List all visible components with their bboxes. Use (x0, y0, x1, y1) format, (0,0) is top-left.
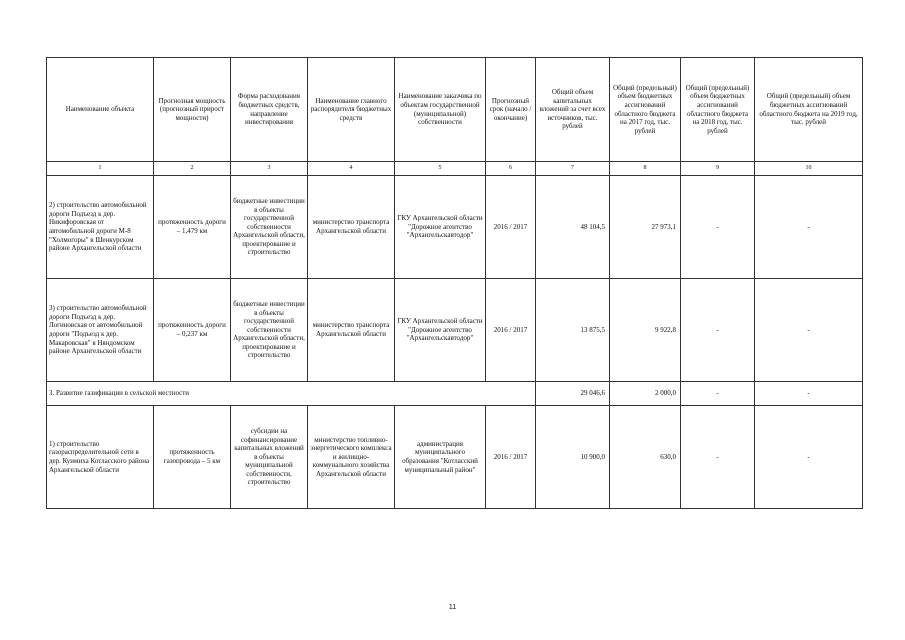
capacity: протяженность дороги – 0,237 км (154, 279, 231, 382)
customer: администрация муниципального образования "Котласский муниципальный район" (395, 406, 486, 509)
column-number: 6 (486, 162, 536, 176)
budget-manager: министерство транспорта Архангельской области (308, 279, 395, 382)
column-number: 5 (395, 162, 486, 176)
budget-manager: министерство транспорта Архангельской области (308, 176, 395, 279)
term: 2016 / 2017 (486, 176, 536, 279)
amount-2017: 630,0 (610, 406, 681, 509)
section-row (47, 382, 863, 406)
column-number: 8 (610, 162, 681, 176)
investment-table (46, 57, 863, 509)
column-number: 7 (536, 162, 610, 176)
header-row (47, 58, 863, 162)
customer: ГКУ Архангельской области "Дорожное агентство "Архангельскавтодор" (395, 176, 486, 279)
table-row (47, 279, 863, 382)
header-cell: Прогнозный срок (начало / окончание) (486, 58, 536, 162)
table-row (47, 406, 863, 509)
column-number: 10 (755, 162, 863, 176)
amount-2018: - (681, 279, 755, 382)
header-cell: Общий (предельный) объем бюджетных ассигнований областного бюджета на 2018 год, тыс. рублей (681, 58, 755, 162)
amount-2017: 27 973,1 (610, 176, 681, 279)
section-title: 3. Развитие газификации в сельской местности (47, 382, 536, 406)
capacity: протяженность газопровода – 5 км (154, 406, 231, 509)
column-number: 1 (47, 162, 154, 176)
column-number: 4 (308, 162, 395, 176)
object-name: 2) строительство автомобильной дороги Подъезд к дер. Никифоровская от автомобильной дороги М-8 "Холмогоры" в Шенкурском районе Архангельской области (47, 176, 154, 279)
customer: ГКУ Архангельской области "Дорожное агентство "Архангельскавтодор" (395, 279, 486, 382)
capacity: протяженность дороги – 1,479 км (154, 176, 231, 279)
header-cell: Наименование объекта (47, 58, 154, 162)
column-number: 3 (231, 162, 308, 176)
amount-2017: 9 922,8 (610, 279, 681, 382)
amount-2018: - (681, 406, 755, 509)
amount-2019: - (755, 279, 863, 382)
spending-form: субсидии на софинансирование капитальных вложений в объекты муниципальной собственности, строительство (231, 406, 308, 509)
page-number: 11 (448, 604, 457, 611)
header-cell: Общий объем капитальных вложений за счет всех источников, тыс. рублей (536, 58, 610, 162)
total-amount: 48 104,5 (536, 176, 610, 279)
amount-2018: - (681, 176, 755, 279)
object-name: 1) строительство газораспределительной сети в дер. Куимиха Котласского района Архангельской области (47, 406, 154, 509)
total-amount: 13 875,5 (536, 279, 610, 382)
term: 2016 / 2017 (486, 279, 536, 382)
header-cell: Общий (предельный) объем бюджетных ассигнований областного бюджета на 2017 год, тыс. рублей (610, 58, 681, 162)
column-number: 2 (154, 162, 231, 176)
term: 2016 / 2017 (486, 406, 536, 509)
document-page (46, 57, 862, 509)
header-cell: Наименование заказчика по объектам государственной (муниципальной) собственности (395, 58, 486, 162)
header-cell: Форма расходования бюджетных средств, направление инвестирования (231, 58, 308, 162)
amount-2019: - (755, 406, 863, 509)
table-row (47, 176, 863, 279)
section-total: 29 046,6 (536, 382, 610, 406)
header-cell: Наименование главного распорядителя бюджетных средств (308, 58, 395, 162)
column-number: 9 (681, 162, 755, 176)
spending-form: бюджетные инвестиции в объекты государственной собственности Архангельской области, проектирование и строительство (231, 279, 308, 382)
section-2018: - (681, 382, 755, 406)
budget-manager: министерство топливно-энергетического комплекса и жилищно-коммунального хозяйства Архангельской области (308, 406, 395, 509)
amount-2019: - (755, 176, 863, 279)
total-amount: 10 900,0 (536, 406, 610, 509)
header-cell: Прогнозная мощность (прогнозный прирост мощности) (154, 58, 231, 162)
header-cell: Общий (предельный) объем бюджетных ассигнований областного бюджета на 2019 год, тыс. рублей (755, 58, 863, 162)
column-number-row (47, 162, 863, 176)
section-2019: - (755, 382, 863, 406)
section-2017: 2 000,0 (610, 382, 681, 406)
spending-form: бюджетные инвестиции в объекты государственной собственности Архангельской области, проектирование и строительство (231, 176, 308, 279)
object-name: 3) строительство автомобильной дороги Подъезд к дер. Логиновская от автомобильной дороги "Подъезд к дер. Макаровская" в Няндомском районе Архангельской области (47, 279, 154, 382)
